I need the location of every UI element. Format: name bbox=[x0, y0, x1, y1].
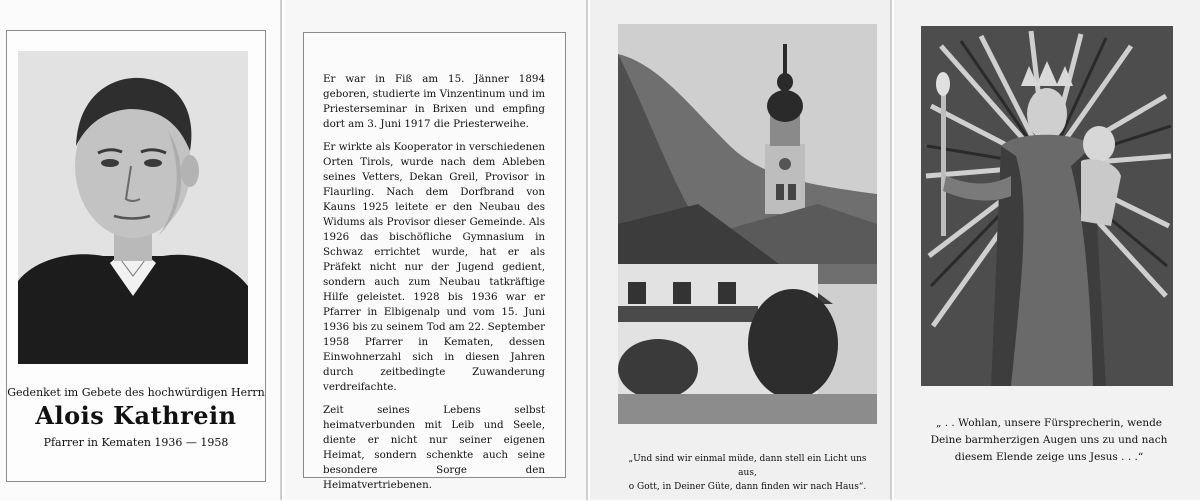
madonna-caption-line-2: Deine barmherzigen Augen uns zu und nach bbox=[930, 434, 1168, 446]
madonna-caption-line-3: diesem Elende zeige uns Jesus . . .“ bbox=[954, 451, 1144, 463]
memorial-card-biography bbox=[285, 0, 588, 500]
church-caption-line-1: „Und sind wir einmal müde, dann stell ein Licht uns aus, bbox=[628, 454, 867, 478]
madonna-illustration bbox=[921, 26, 1173, 386]
biography-text bbox=[323, 72, 545, 501]
madonna-caption-line-1: „ . . Wohlan, unsere Fürsprecherin, wende bbox=[935, 417, 1163, 429]
biography-paragraph-3: Zeit seines Lebens selbst heimatverbunden mit Leib und Seele, diente er nicht nur seiner eigenen Heimat, sondern schenkte auch seine besondere Sorge den Heimatvertriebenen. bbox=[323, 404, 545, 491]
deceased-name: Alois Kathrein bbox=[35, 401, 237, 430]
role-caption: Pfarrer in Kematen 1936 — 1958 bbox=[43, 436, 229, 449]
church-illustration bbox=[618, 24, 877, 424]
biography-paragraph-1: Er war in Fiß am 15. Jänner 1894 geboren, studierte im Vinzentinum und im Priesterseminar in Brixen und empfing dort am 3. Juni 1917 die Priesterweihe. bbox=[323, 73, 545, 130]
remembrance-caption: Gedenket im Gebete des hochwürdigen Herrn bbox=[7, 386, 265, 399]
memorial-card-madonna bbox=[894, 0, 1200, 500]
memorial-card-church bbox=[590, 0, 892, 500]
portrait-illustration bbox=[18, 51, 248, 364]
card-border bbox=[6, 30, 266, 482]
madonna-caption bbox=[924, 415, 1174, 466]
memorial-card-front bbox=[0, 0, 282, 500]
portrait-photo bbox=[18, 51, 248, 364]
church-caption-line-2: o Gott, in Deiner Güte, dann finden wir nach Haus“. bbox=[628, 482, 867, 492]
church-photo bbox=[618, 24, 877, 424]
biography-paragraph-2: Er wirkte als Kooperator in verschiedenen Orten Tirols, wurde nach dem Ableben seines Vetters, Dekan Greil, Provisor in Flaurling. Nach dem Dorfbrand von Kauns 1925 leitete er den Neubau des Widums als Provisor dieser Gemeinde. Als 1926 das bischöfliche Gymnasium in Schwaz errichtet wurde, hat er als Präfekt nicht nur der Jugend gedient, sondern auch zum Neubau tatkräftige Hilfe geleistet. 1928 bis 1936 war er Pfarrer in Elbigenalp und vom 15. Juni 1936 bis zu seinem Tod am 22. September 1958 Pfarrer in Kematen, dessen Einwohnerzahl sich in diesen Jahren durch zeitbedingte Zuwanderung verdreifachte. bbox=[323, 141, 545, 393]
church-caption bbox=[618, 452, 877, 494]
madonna-photo bbox=[921, 26, 1173, 386]
